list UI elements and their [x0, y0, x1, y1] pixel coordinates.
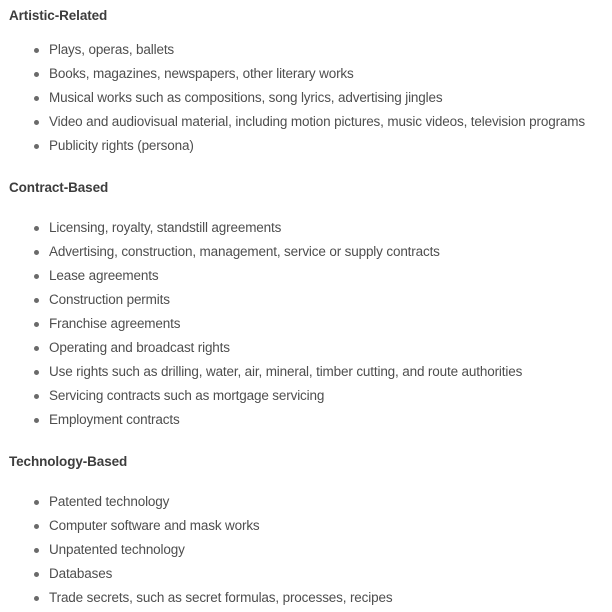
list-item-text: Musical works such as compositions, song lyrics, advertising jingles [49, 90, 443, 105]
list-item-text: Lease agreements [49, 268, 159, 283]
bullet-icon [34, 394, 39, 399]
bullet-icon [34, 298, 39, 303]
bullet-icon [34, 144, 39, 149]
list-item [9, 314, 612, 338]
item-list [9, 492, 612, 612]
list-item-text: Video and audiovisual material, including motion pictures, music videos, television programs [49, 114, 585, 129]
section-technology-based [9, 452, 612, 612]
bullet-icon [34, 370, 39, 375]
bullet-icon [34, 322, 39, 327]
bullet-icon [34, 72, 39, 77]
bullet-icon [34, 120, 39, 125]
list-item [9, 290, 612, 314]
list-item [9, 386, 612, 410]
list-item [9, 516, 612, 540]
bullet-icon [34, 226, 39, 231]
bullet-icon [34, 548, 39, 553]
bullet-icon [34, 346, 39, 351]
item-list [9, 218, 612, 434]
list-item-text: Books, magazines, newspapers, other literary works [49, 66, 354, 81]
list-item-text: Franchise agreements [49, 316, 181, 331]
list-item [9, 136, 612, 160]
list-item [9, 338, 612, 362]
list-item-text: Operating and broadcast rights [49, 340, 230, 355]
list-item-text: Plays, operas, ballets [49, 42, 175, 57]
list-item-text: Computer software and mask works [49, 518, 260, 533]
list-item-text: Trade secrets, such as secret formulas, processes, recipes [49, 590, 393, 605]
bullet-icon [34, 524, 39, 529]
list-item [9, 112, 612, 136]
list-item-text: Databases [49, 566, 113, 581]
list-item [9, 40, 612, 64]
list-item-text: Licensing, royalty, standstill agreements [49, 220, 282, 235]
section-heading: Contract-Based [9, 180, 109, 195]
list-item-text: Servicing contracts such as mortgage servicing [49, 388, 325, 403]
bullet-icon [34, 48, 39, 53]
section-contract-based [9, 178, 612, 434]
list-item [9, 588, 612, 612]
list-item [9, 88, 612, 112]
list-item [9, 242, 612, 266]
bullet-icon [34, 418, 39, 423]
list-item-text: Advertising, construction, management, service or supply contracts [49, 244, 440, 259]
list-item [9, 540, 612, 564]
list-item-text: Employment contracts [49, 412, 180, 427]
list-item [9, 266, 612, 290]
section-artistic-related [9, 6, 612, 160]
section-heading: Technology-Based [9, 454, 128, 469]
list-item-text: Publicity rights (persona) [49, 138, 194, 153]
list-item-text: Construction permits [49, 292, 170, 307]
list-item [9, 492, 612, 516]
list-item [9, 218, 612, 242]
bullet-icon [34, 96, 39, 101]
section-heading: Artistic-Related [9, 8, 108, 23]
list-item-text: Unpatented technology [49, 542, 185, 557]
bullet-icon [34, 596, 39, 601]
bullet-icon [34, 250, 39, 255]
list-item [9, 64, 612, 88]
bullet-icon [34, 274, 39, 279]
item-list [9, 40, 612, 160]
list-item-text: Use rights such as drilling, water, air, mineral, timber cutting, and route authorities [49, 364, 523, 379]
bullet-icon [34, 500, 39, 505]
list-item [9, 564, 612, 588]
list-item-text: Patented technology [49, 494, 170, 509]
bullet-icon [34, 572, 39, 577]
list-item [9, 410, 612, 434]
list-item [9, 362, 612, 386]
